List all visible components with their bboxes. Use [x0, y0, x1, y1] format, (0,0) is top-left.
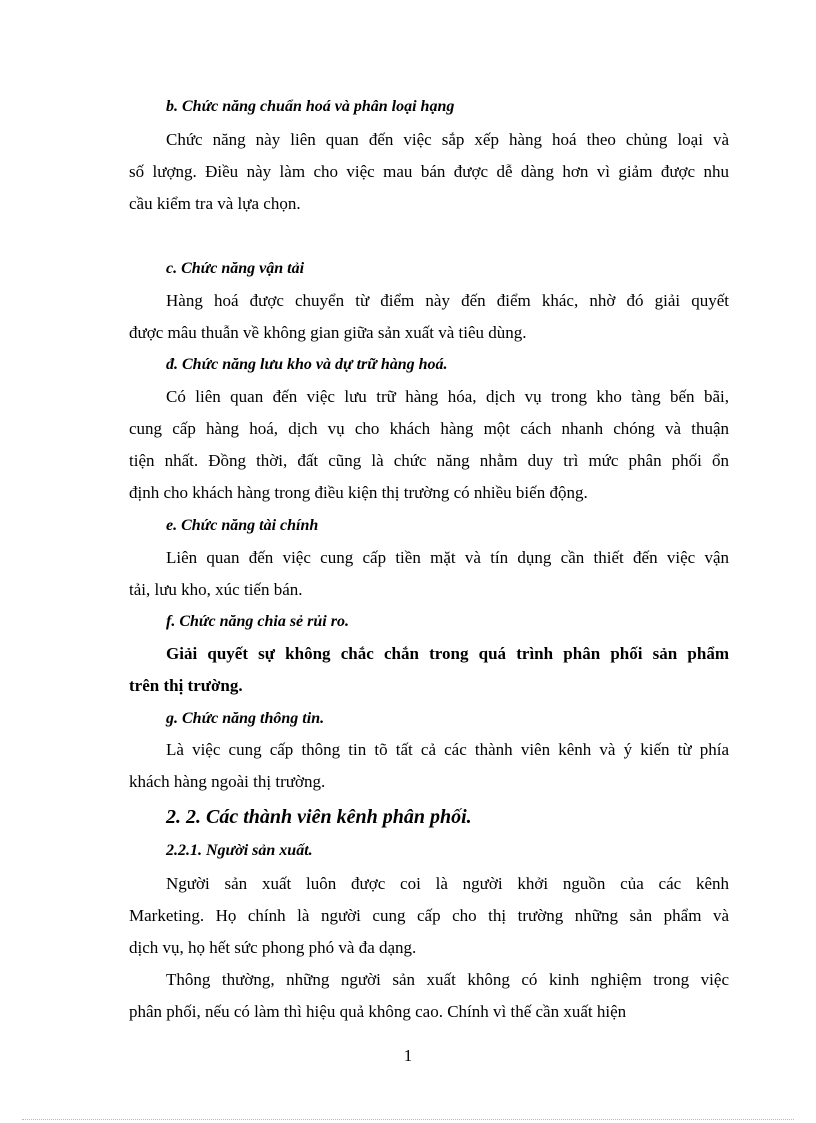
- para-d-line-3: tiện nhất. Đồng thời, đất cũng là chức năng nhằm duy trì mức phân phối ổn: [129, 451, 729, 470]
- section-heading-2-2: 2. 2. Các thành viên kênh phân phối.: [166, 806, 472, 828]
- para-e-line-2: tải, lưu kho, xúc tiến bán.: [129, 580, 303, 599]
- para-d-line-2: cung cấp hàng hoá, dịch vụ cho khách hàng một cách nhanh chóng và thuận: [129, 419, 729, 438]
- para-g-line-1: Là việc cung cấp thông tin tõ tất cả các thành viên kênh và ý kiến từ phía: [166, 740, 729, 759]
- page-number: 1: [403, 1046, 413, 1065]
- heading-b: b. Chức năng chuẩn hoá và phân loại hạng: [166, 98, 455, 115]
- heading-g: g. Chức năng thông tin.: [166, 710, 325, 727]
- heading-c: c. Chức năng vận tải: [166, 260, 305, 277]
- footer-divider: [22, 1119, 794, 1120]
- heading-d: đ. Chức năng lưu kho và dự trữ hàng hoá.: [166, 356, 448, 373]
- para-d-line-4: định cho khách hàng trong điều kiện thị trường có nhiều biến động.: [129, 483, 588, 502]
- para-b-line-2: số lượng. Điều này làm cho việc mau bán được dễ dàng hơn vì giảm được nhu: [129, 162, 729, 181]
- section-heading-2-2-1: 2.2.1. Người sản xuất.: [166, 842, 313, 859]
- heading-f: f. Chức năng chia sẻ rủi ro.: [166, 613, 349, 630]
- para-e-line-1: Liên quan đến việc cung cấp tiền mặt và tín dụng cần thiết đến việc vận: [166, 548, 729, 567]
- para-221a-line-2: Marketing. Họ chính là người cung cấp cho thị trường những sản phẩm và: [129, 906, 729, 925]
- para-221a-line-3: dịch vụ, họ hết sức phong phó và đa dạng.: [129, 938, 417, 957]
- para-f-line-1: Giải quyết sự không chắc chắn trong quá trình phân phối sản phẩm: [166, 644, 729, 663]
- para-221b-line-1: Thông thường, những người sản xuất không có kinh nghiệm trong việc: [166, 970, 729, 989]
- para-f-line-2: trên thị trường.: [129, 676, 243, 695]
- para-c-line-1: Hàng hoá được chuyển từ điểm này đến điểm khác, nhờ đó giải quyết: [166, 291, 729, 310]
- para-d-line-1: Có liên quan đến việc lưu trữ hàng hóa, dịch vụ trong kho tàng bến bãi,: [166, 387, 729, 406]
- heading-e: e. Chức năng tài chính: [166, 517, 319, 534]
- para-b-line-1: Chức năng này liên quan đến việc sắp xếp hàng hoá theo chủng loại và: [166, 130, 729, 149]
- para-b-line-3: cầu kiểm tra và lựa chọn.: [129, 194, 301, 213]
- para-221b-line-2: phân phối, nếu có làm thì hiệu quả không cao. Chính vì thế cần xuất hiện: [129, 1002, 627, 1021]
- para-221a-line-1: Người sản xuất luôn được coi là người khởi nguồn của các kênh: [166, 874, 729, 893]
- para-c-line-2: được mâu thuẫn về không gian giữa sản xuất và tiêu dùng.: [129, 323, 527, 342]
- para-g-line-2: khách hàng ngoài thị trường.: [129, 772, 326, 791]
